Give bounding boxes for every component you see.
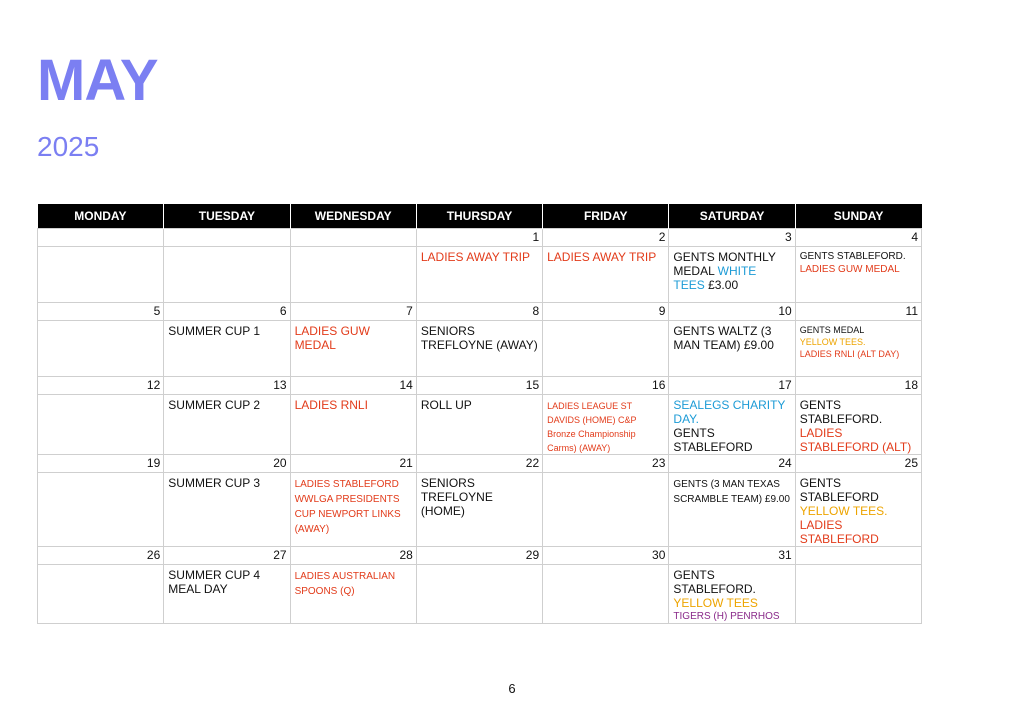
day-cell bbox=[795, 395, 921, 455]
weekday-monday: MONDAY bbox=[38, 204, 164, 229]
day-number: 9 bbox=[543, 303, 669, 321]
day-number: 21 bbox=[290, 455, 416, 473]
day-cell bbox=[416, 321, 542, 377]
year-subtitle: 2025 bbox=[37, 131, 100, 162]
week-3-events-row bbox=[38, 395, 922, 455]
day-cell bbox=[290, 321, 416, 377]
day-number bbox=[290, 229, 416, 247]
day-number: 1 bbox=[416, 229, 542, 247]
event-text: LADIES GUW MEDAL bbox=[294, 324, 370, 352]
event-text: LADIES AWAY TRIP bbox=[547, 250, 657, 264]
weekday-header-row bbox=[38, 204, 922, 229]
day-number: 24 bbox=[669, 455, 795, 473]
day-cell bbox=[38, 247, 164, 303]
day-cell bbox=[795, 565, 921, 624]
week-1-date-row bbox=[38, 229, 922, 247]
day-number: 2 bbox=[543, 229, 669, 247]
event-text: GENTS STABLEFORD bbox=[799, 476, 879, 504]
day-number: 29 bbox=[416, 547, 542, 565]
day-number: 12 bbox=[38, 377, 164, 395]
day-cell bbox=[795, 473, 921, 547]
day-number bbox=[795, 547, 921, 565]
day-cell bbox=[164, 473, 290, 547]
day-number: 26 bbox=[38, 547, 164, 565]
day-cell bbox=[416, 473, 542, 547]
week-4-events-row bbox=[38, 473, 922, 547]
day-cell bbox=[164, 247, 290, 303]
day-cell bbox=[416, 395, 542, 455]
event-text: GENTS STABLEFORD. bbox=[673, 568, 756, 596]
day-number: 31 bbox=[669, 547, 795, 565]
event-text: LADIES STABLEFORD (ALT) bbox=[799, 426, 912, 454]
page-number: 6 bbox=[508, 681, 516, 696]
event-text: GENTS STABLEFORD bbox=[673, 426, 753, 454]
day-number: 25 bbox=[795, 455, 921, 473]
day-cell bbox=[38, 395, 164, 455]
week-1-events-row bbox=[38, 247, 922, 303]
day-cell bbox=[164, 565, 290, 624]
event-text: LADIES RNLI bbox=[294, 398, 368, 412]
day-cell bbox=[164, 395, 290, 455]
week-3-date-row bbox=[38, 377, 922, 395]
weekday-saturday: SATURDAY bbox=[669, 204, 795, 229]
day-number: 13 bbox=[164, 377, 290, 395]
event-text: YELLOW TEES. bbox=[799, 504, 888, 518]
event-text: LADIES STABLEFORD bbox=[799, 518, 879, 546]
event-text: GENTS STABLEFORD. bbox=[799, 251, 906, 262]
event-text: GENTS STABLEFORD. bbox=[799, 398, 883, 426]
day-number: 5 bbox=[38, 303, 164, 321]
day-cell bbox=[164, 321, 290, 377]
day-number: 22 bbox=[416, 455, 542, 473]
calendar-body bbox=[38, 229, 922, 624]
day-number: 15 bbox=[416, 377, 542, 395]
calendar-grid bbox=[37, 204, 922, 624]
event-text: SENIORS TREFLOYNE (AWAY) bbox=[420, 324, 538, 352]
month-title: MAY bbox=[37, 48, 158, 113]
day-number: 18 bbox=[795, 377, 921, 395]
week-2-date-row bbox=[38, 303, 922, 321]
day-cell bbox=[290, 395, 416, 455]
event-text: GENTS MONTHLY MEDAL bbox=[673, 250, 776, 278]
weekday-wednesday: WEDNESDAY bbox=[290, 204, 416, 229]
day-cell bbox=[543, 473, 669, 547]
day-number: 8 bbox=[416, 303, 542, 321]
event-text: £3.00 bbox=[704, 278, 739, 292]
event-text: SUMMER CUP 1 bbox=[168, 324, 261, 338]
event-text: LADIES AWAY TRIP bbox=[420, 250, 530, 264]
weekday-thursday: THURSDAY bbox=[416, 204, 542, 229]
event-text: LADIES LEAGUE ST DAVIDS (HOME) C&P Bronze Championship Carms) (AWAY) bbox=[547, 401, 637, 453]
day-cell bbox=[543, 395, 669, 455]
day-cell bbox=[669, 395, 795, 455]
event-text: SUMMER CUP 3 bbox=[168, 476, 261, 490]
event-text: SENIORS TREFLOYNE (HOME) bbox=[420, 476, 493, 518]
weekday-tuesday: TUESDAY bbox=[164, 204, 290, 229]
day-number: 11 bbox=[795, 303, 921, 321]
day-number: 23 bbox=[543, 455, 669, 473]
event-text: ROLL UP bbox=[420, 398, 472, 412]
day-cell bbox=[290, 247, 416, 303]
event-text: LADIES AUSTRALIAN SPOONS (Q) bbox=[294, 571, 396, 597]
day-cell bbox=[669, 321, 795, 377]
day-cell bbox=[669, 565, 795, 624]
event-text: TIGERS (H) PENRHOS bbox=[673, 611, 780, 622]
day-cell bbox=[543, 321, 669, 377]
day-cell bbox=[669, 247, 795, 303]
event-text: GENTS MEDAL bbox=[799, 325, 865, 335]
day-number: 27 bbox=[164, 547, 290, 565]
day-cell bbox=[543, 247, 669, 303]
day-cell bbox=[416, 247, 542, 303]
day-cell bbox=[38, 565, 164, 624]
week-2-events-row bbox=[38, 321, 922, 377]
day-number: 17 bbox=[669, 377, 795, 395]
day-number: 3 bbox=[669, 229, 795, 247]
event-text: LADIES STABLEFORD WWLGA PRESIDENTS CUP NEWPORT LINKS (AWAY) bbox=[294, 479, 401, 535]
day-cell bbox=[795, 247, 921, 303]
event-text: LADIES GUW MEDAL bbox=[799, 264, 900, 275]
day-cell bbox=[38, 321, 164, 377]
week-5-date-row bbox=[38, 547, 922, 565]
event-text: YELLOW TEES. bbox=[799, 337, 866, 347]
day-cell bbox=[290, 473, 416, 547]
event-text: SUMMER CUP 2 bbox=[168, 398, 261, 412]
day-cell bbox=[38, 473, 164, 547]
event-text: WHITE TEES bbox=[673, 264, 757, 292]
day-number: 7 bbox=[290, 303, 416, 321]
event-text: GENTS WALTZ (3 MAN TEAM) £9.00 bbox=[673, 324, 774, 352]
day-cell bbox=[795, 321, 921, 377]
weekday-sunday: SUNDAY bbox=[795, 204, 921, 229]
day-cell bbox=[290, 565, 416, 624]
event-text: YELLOW TEES bbox=[673, 596, 758, 610]
day-number: 30 bbox=[543, 547, 669, 565]
day-number bbox=[164, 229, 290, 247]
day-cell bbox=[416, 565, 542, 624]
day-number: 4 bbox=[795, 229, 921, 247]
week-5-events-row bbox=[38, 565, 922, 624]
day-number: 14 bbox=[290, 377, 416, 395]
weekday-friday: FRIDAY bbox=[543, 204, 669, 229]
event-text: SEALEGS CHARITY DAY. bbox=[673, 398, 786, 426]
event-text: LADIES RNLI (ALT DAY) bbox=[799, 349, 900, 359]
day-number: 16 bbox=[543, 377, 669, 395]
day-cell bbox=[669, 473, 795, 547]
week-4-date-row bbox=[38, 455, 922, 473]
day-number: 6 bbox=[164, 303, 290, 321]
event-text: GENTS (3 MAN TEXAS SCRAMBLE TEAM) £9.00 bbox=[673, 479, 790, 505]
day-number: 20 bbox=[164, 455, 290, 473]
day-number: 10 bbox=[669, 303, 795, 321]
event-text: SUMMER CUP 4 MEAL DAY bbox=[168, 568, 261, 596]
day-number: 19 bbox=[38, 455, 164, 473]
day-number: 28 bbox=[290, 547, 416, 565]
day-number bbox=[38, 229, 164, 247]
day-cell bbox=[543, 565, 669, 624]
